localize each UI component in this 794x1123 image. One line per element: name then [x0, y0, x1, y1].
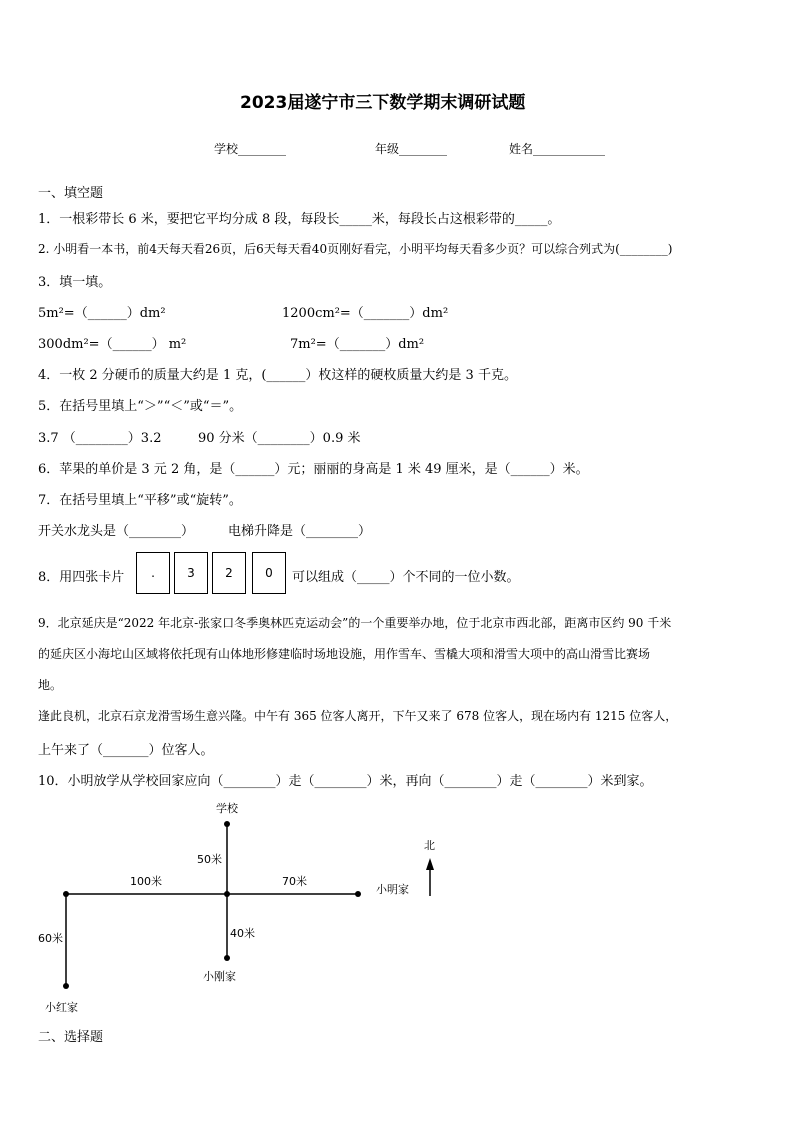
question-1: 1．一根彩带长 6 米，要把它平均分成 8 段，每段长_____米，每段长占这根彩带的_____。 [38, 212, 561, 227]
question-3d: 7m²=（_______）dm² [290, 337, 425, 352]
map-label-xiaogang: 小刚家 [203, 970, 236, 983]
xiaohong-home-point [63, 983, 69, 989]
xiaogang-home-point [224, 955, 230, 961]
map-label-school: 学校 [216, 802, 238, 815]
question-9-line1: 9．北京延庆是“2022 年北京-张家口冬季奥林匹克运动会”的一个重要举办地，位于北京市西北部，距离市区约 90 千米 [38, 616, 672, 630]
map-distance-school: 50米 [197, 853, 222, 866]
question-7: 7．在括号里填上“平移”或“旋转”。 [38, 493, 242, 508]
question-3b: 1200cm²=（_______）dm² [282, 306, 449, 321]
map-label-xiaoming: 小明家 [376, 883, 409, 896]
junction-point [224, 891, 230, 897]
map-label-xiaohong: 小红家 [45, 1001, 78, 1014]
xiaoming-home-point [355, 891, 361, 897]
question-10: 10．小明放学从学校回家应向（________）走（________）米，再向（________）走（________）米到家。 [38, 774, 653, 789]
question-7b: 电梯升降是（________） [228, 524, 372, 539]
question-9-line3: 地。 [38, 678, 63, 692]
question-8-prefix: 8．用四张卡片 [38, 570, 125, 585]
question-2: 2. 小明看一本书，前4天每天看26页，后6天每天看40页刚好看完，小明平均每天看多少页？可以综合列式为(________) [38, 242, 673, 256]
question-3c: 300dm²=（______） m² [38, 337, 187, 352]
section-heading-fill-blank: 一、填空题 [38, 186, 104, 201]
section-heading-choice: 二、选择题 [38, 1030, 104, 1045]
question-5: 5．在括号里填上“＞”“＜”或“＝”。 [38, 399, 243, 414]
school-field: 学校________ [214, 142, 287, 156]
question-3: 3．填一填。 [38, 275, 112, 290]
question-4: 4．一枚 2 分硬币的质量大约是 1 克，(______）枚这样的硬枚质量大约是 3 千克。 [38, 368, 517, 383]
map-distance-west: 100米 [130, 875, 162, 888]
grade-field: 年级________ [375, 142, 448, 156]
school-point [224, 821, 230, 827]
card-3: 3 [174, 552, 208, 594]
page-title: 2023届遂宁市三下数学期末调研试题 [240, 93, 526, 113]
question-3a: 5m²=（______）dm² [38, 306, 166, 321]
card-0: 0 [252, 552, 286, 594]
question-5b: 90 分米（________）0.9 米 [198, 431, 361, 446]
card-2: 2 [212, 552, 246, 594]
west-corner-point [63, 891, 69, 897]
card-dot: . [136, 552, 170, 594]
question-9-line4: 逢此良机，北京石京龙滑雪场生意兴隆。中午有 365 位客人离开，下午又来了 678 位客人，现在场内有 1215 位客人， [38, 709, 678, 723]
map-label-north: 北 [424, 839, 435, 852]
north-arrow-icon [426, 858, 434, 870]
map-distance-east: 70米 [282, 875, 307, 888]
map-distance-hong: 60米 [38, 932, 63, 945]
question-9-line2: 的延庆区小海坨山区域将依托现有山体地形修建临时场地设施，用作雪车、雪橇大项和滑雪大项中的高山滑雪比赛场 [38, 647, 651, 661]
question-6: 6．苹果的单价是 3 元 2 角，是（______）元；丽丽的身高是 1 米 49 厘米，是（______）米。 [38, 462, 589, 477]
question-9-line5: 上午来了（_______）位客人。 [38, 743, 214, 758]
question-5a: 3.7 （________）3.2 [38, 431, 162, 446]
question-7a: 开关水龙头是（________） [38, 524, 195, 539]
map-distance-south: 40米 [230, 927, 255, 940]
name-field: 姓名____________ [509, 142, 606, 156]
question-8-suffix: 可以组成（_____）个不同的一位小数。 [292, 570, 520, 585]
